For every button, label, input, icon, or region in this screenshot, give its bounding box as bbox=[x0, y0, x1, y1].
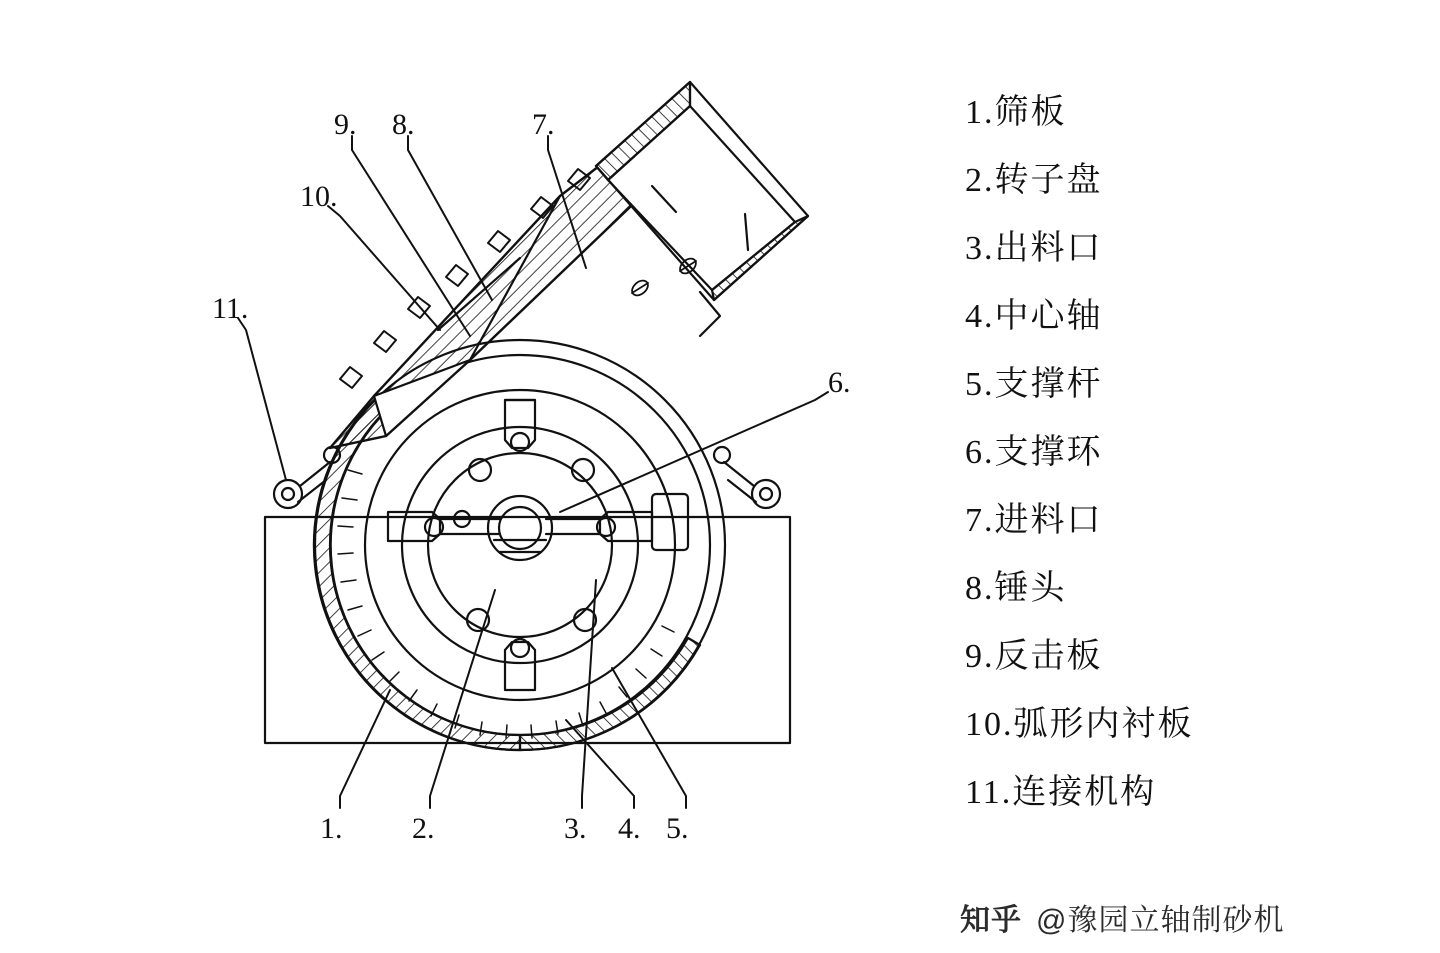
callout-2: 2. bbox=[412, 812, 435, 845]
callout-8: 8. bbox=[392, 108, 415, 141]
parts-legend bbox=[965, 96, 1395, 844]
legend-item-9: 9.反击板 bbox=[965, 638, 1103, 675]
callout-4: 4. bbox=[618, 812, 641, 845]
callout-10: 10. bbox=[300, 180, 338, 213]
zhihu-logo: 知乎 bbox=[960, 904, 1022, 937]
watermark-handle: @豫园立轴制砂机 bbox=[1036, 904, 1285, 937]
legend-item-1: 1.筛板 bbox=[965, 94, 1067, 131]
legend-item-11: 11.连接机构 bbox=[965, 774, 1157, 811]
callout-7: 7. bbox=[532, 108, 555, 141]
legend-item-5: 5.支撑杆 bbox=[965, 366, 1103, 403]
support-rods bbox=[388, 400, 688, 690]
callout-3: 3. bbox=[564, 812, 587, 845]
rotor-disc bbox=[365, 390, 675, 700]
center-shaft bbox=[488, 496, 552, 560]
legend-item-4: 4.中心轴 bbox=[965, 298, 1103, 335]
legend-item-7: 7.进料口 bbox=[965, 502, 1103, 539]
callout-11: 11. bbox=[212, 292, 249, 325]
screen-plate-hatch bbox=[314, 400, 700, 750]
legend-item-2: 2.转子盘 bbox=[965, 162, 1103, 199]
callout-5: 5. bbox=[666, 812, 689, 845]
feed-hopper bbox=[596, 82, 808, 300]
callout-6: 6. bbox=[828, 366, 851, 399]
legend-item-8: 8.锤头 bbox=[965, 570, 1067, 607]
legend-item-6: 6.支撑环 bbox=[965, 434, 1103, 471]
legend-item-3: 3.出料口 bbox=[965, 230, 1103, 267]
callout-1: 1. bbox=[320, 812, 343, 845]
callout-9: 9. bbox=[334, 108, 357, 141]
watermark bbox=[960, 895, 1430, 939]
legend-item-10: 10.弧形内衬板 bbox=[965, 706, 1194, 743]
